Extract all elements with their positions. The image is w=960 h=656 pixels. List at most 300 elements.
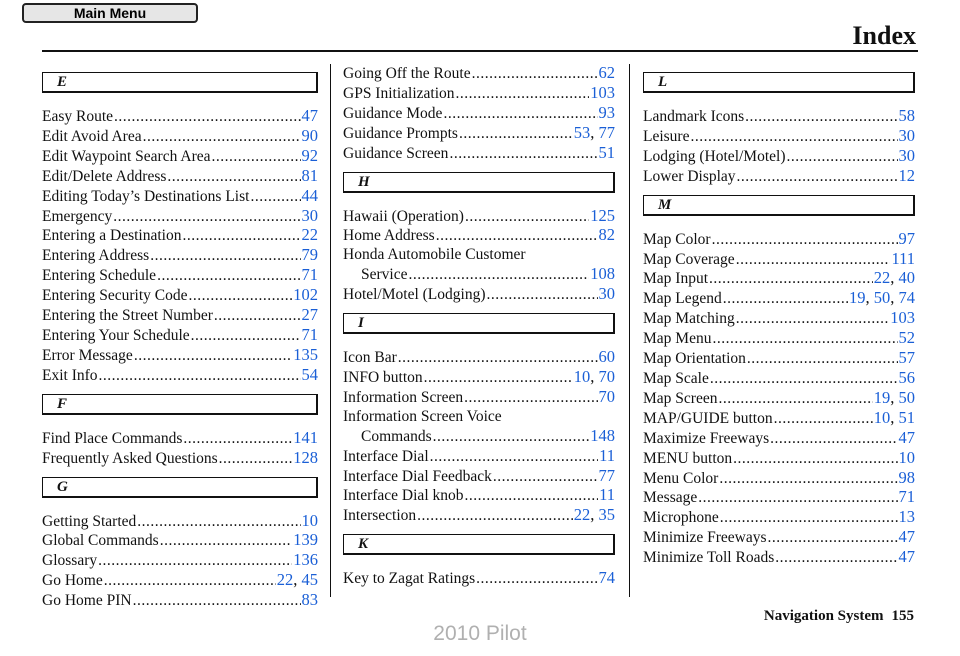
page-link[interactable]: 19 bbox=[849, 288, 866, 308]
dot-leader bbox=[747, 350, 898, 369]
entry-label: Map Screen bbox=[643, 389, 718, 407]
page-link[interactable]: 83 bbox=[301, 590, 318, 610]
dot-leader bbox=[430, 448, 598, 467]
entry-label: Getting Started bbox=[42, 512, 137, 530]
entry-pages bbox=[890, 309, 915, 328]
index-entry bbox=[643, 429, 915, 449]
entry-label: Global Commands bbox=[42, 532, 159, 550]
index-entry bbox=[42, 551, 318, 571]
page-link[interactable]: 139 bbox=[293, 530, 318, 550]
entry-label: Intersection bbox=[343, 507, 417, 525]
entry-label: Interface Dial knob bbox=[343, 487, 464, 505]
entry-pages bbox=[302, 127, 319, 146]
entry-label: Map Matching bbox=[643, 310, 735, 328]
dot-leader bbox=[160, 532, 293, 551]
dot-leader bbox=[476, 570, 597, 589]
page-link[interactable]: 136 bbox=[293, 550, 318, 570]
index-entry bbox=[343, 104, 615, 124]
entry-pages: 53, 77 bbox=[573, 122, 615, 142]
entry-pages bbox=[599, 447, 615, 466]
entry-label: Landmark Icons bbox=[643, 108, 745, 125]
entry-label: Information Screen bbox=[343, 388, 464, 406]
page-link[interactable]: 22 bbox=[873, 268, 891, 288]
index-entry bbox=[42, 167, 318, 187]
page-link[interactable]: 141 bbox=[293, 427, 318, 447]
entry-pages bbox=[899, 488, 916, 507]
page-link[interactable]: 44 bbox=[301, 185, 318, 205]
entry-pages bbox=[899, 107, 916, 126]
entry-pages bbox=[599, 486, 615, 505]
index-entry bbox=[643, 147, 915, 167]
dot-leader bbox=[737, 168, 898, 187]
entry-pages bbox=[899, 349, 916, 368]
entry-label: Frequently Asked Questions bbox=[42, 449, 218, 467]
entry-pages: 22, 35 bbox=[573, 505, 615, 525]
page-link[interactable]: 71 bbox=[898, 487, 915, 507]
page-link[interactable]: 10 bbox=[301, 510, 318, 530]
entry-label: INFO button bbox=[343, 368, 423, 386]
page-link[interactable]: 71 bbox=[301, 265, 318, 285]
dot-leader bbox=[698, 489, 897, 508]
dot-leader bbox=[214, 307, 301, 326]
index-entry bbox=[643, 389, 915, 409]
entry-label: Maximize Freeways bbox=[643, 429, 770, 447]
dot-leader bbox=[157, 267, 300, 286]
dot-leader bbox=[733, 450, 897, 469]
page-link[interactable]: 74 bbox=[898, 288, 915, 308]
page-number: 155 bbox=[891, 608, 914, 624]
entry-label: Interface Dial bbox=[343, 447, 429, 465]
page-link[interactable]: 11 bbox=[599, 445, 615, 465]
dot-leader bbox=[770, 430, 897, 449]
dot-leader bbox=[137, 513, 300, 532]
index-entry bbox=[42, 266, 318, 286]
entry-label: Guidance Screen bbox=[343, 144, 449, 162]
main-menu-button[interactable]: Main Menu bbox=[22, 3, 198, 23]
entry-label: Going Off the Route bbox=[343, 65, 471, 82]
dot-leader bbox=[143, 128, 301, 147]
index-entry bbox=[42, 286, 318, 306]
page-link[interactable]: 58 bbox=[898, 106, 915, 125]
page-link[interactable]: 51 bbox=[598, 142, 615, 162]
page-link[interactable]: 47 bbox=[898, 527, 915, 547]
page-link[interactable]: 40 bbox=[898, 268, 915, 288]
page-link[interactable]: 30 bbox=[898, 145, 915, 165]
entry-pages bbox=[891, 250, 915, 269]
entry-pages bbox=[302, 207, 319, 226]
entry-label-continued: Service bbox=[361, 266, 408, 284]
dot-leader bbox=[723, 290, 848, 309]
entry-label: Edit Avoid Area bbox=[42, 127, 142, 145]
section-letter-heading: I bbox=[343, 313, 615, 334]
index-section bbox=[42, 72, 318, 386]
page-link[interactable]: 81 bbox=[301, 165, 318, 185]
index-entry bbox=[42, 187, 318, 207]
dot-leader bbox=[464, 389, 597, 408]
entry-pages bbox=[302, 147, 319, 166]
index-entry bbox=[343, 388, 615, 408]
index-entry bbox=[42, 512, 318, 532]
entry-label: Menu Color bbox=[643, 469, 719, 487]
page-link[interactable]: 27 bbox=[301, 305, 318, 325]
entry-pages bbox=[293, 346, 318, 365]
index-entry bbox=[643, 469, 915, 489]
page-link[interactable]: 53 bbox=[573, 122, 591, 142]
dot-leader bbox=[114, 108, 300, 127]
page-link[interactable]: 82 bbox=[598, 225, 615, 245]
entry-label: Minimize Freeways bbox=[643, 529, 767, 547]
index-section bbox=[343, 172, 615, 306]
entry-label: Edit Waypoint Search Area bbox=[42, 147, 211, 165]
entry-label: Map Scale bbox=[643, 369, 709, 387]
page-link[interactable]: 128 bbox=[293, 447, 318, 467]
dot-leader bbox=[398, 349, 598, 368]
index-entry bbox=[343, 447, 615, 467]
index-entry bbox=[343, 506, 615, 526]
entry-pages bbox=[899, 369, 916, 388]
dot-leader bbox=[183, 430, 292, 449]
entry-label: Guidance Prompts bbox=[343, 124, 458, 142]
entry-pages bbox=[293, 551, 318, 570]
index-entry bbox=[42, 306, 318, 326]
entry-label: GPS Initialization bbox=[343, 84, 455, 102]
dot-leader bbox=[98, 552, 292, 571]
entry-label: Minimize Toll Roads bbox=[643, 549, 775, 567]
index-entry bbox=[643, 167, 915, 187]
entry-pages bbox=[302, 591, 319, 610]
entry-label: Honda Automobile Customer bbox=[343, 246, 526, 264]
entry-label: Interface Dial Feedback bbox=[343, 467, 492, 485]
index-entry bbox=[643, 250, 915, 270]
entry-label: Key to Zagat Ratings bbox=[343, 570, 476, 588]
entry-label: Map Color bbox=[643, 230, 711, 248]
index-entry bbox=[343, 64, 615, 84]
index-entry bbox=[343, 144, 615, 164]
entry-pages bbox=[590, 207, 615, 226]
dot-leader bbox=[745, 108, 897, 127]
entry-pages bbox=[899, 508, 916, 527]
entry-pages bbox=[293, 449, 318, 468]
page-link[interactable]: 10 bbox=[898, 447, 915, 467]
entry-pages bbox=[899, 230, 916, 249]
page-link[interactable]: 97 bbox=[898, 228, 915, 248]
page-link[interactable]: 62 bbox=[598, 63, 615, 82]
entry-pages bbox=[899, 548, 916, 567]
dot-leader bbox=[189, 287, 293, 306]
entry-pages bbox=[899, 127, 916, 146]
page-link[interactable]: 111 bbox=[891, 248, 915, 268]
page-link[interactable]: 10 bbox=[873, 407, 891, 427]
entry-label: Home Address bbox=[343, 227, 435, 245]
entry-pages bbox=[302, 246, 319, 265]
dot-leader bbox=[775, 549, 897, 568]
page-link[interactable]: 47 bbox=[301, 106, 318, 125]
index-entry bbox=[643, 548, 915, 568]
dot-leader bbox=[150, 247, 300, 266]
entry-pages bbox=[599, 285, 616, 304]
dot-leader bbox=[212, 148, 301, 167]
entry-label: Entering Your Schedule bbox=[42, 326, 190, 344]
page-link[interactable]: 52 bbox=[898, 328, 915, 348]
entry-label: Exit Info bbox=[42, 366, 98, 384]
dot-leader bbox=[710, 370, 898, 389]
watermark: 2010 Pilot bbox=[433, 622, 527, 645]
entry-label: Map Input bbox=[643, 270, 709, 288]
entry-pages bbox=[899, 167, 916, 186]
entry-pages bbox=[302, 306, 319, 325]
entry-label: MENU button bbox=[643, 449, 733, 467]
dot-leader bbox=[736, 310, 890, 329]
index-entry bbox=[643, 329, 915, 349]
dot-leader bbox=[433, 428, 590, 447]
page-link[interactable]: 51 bbox=[898, 407, 915, 427]
entry-label: Map Menu bbox=[643, 330, 712, 348]
entry-pages bbox=[302, 266, 319, 285]
entry-pages bbox=[302, 366, 319, 385]
entry-pages bbox=[590, 427, 615, 446]
entry-label: Icon Bar bbox=[343, 349, 397, 367]
index-section bbox=[42, 477, 318, 612]
index-entry bbox=[643, 289, 915, 309]
page-link[interactable]: 90 bbox=[301, 125, 318, 145]
dot-leader bbox=[417, 507, 573, 526]
entry-label: Guidance Mode bbox=[343, 104, 443, 122]
column-divider bbox=[330, 64, 331, 597]
index-entry bbox=[343, 84, 615, 104]
index-entry bbox=[42, 449, 318, 469]
dot-leader bbox=[787, 148, 898, 167]
dot-leader bbox=[104, 572, 276, 591]
page-link[interactable]: 77 bbox=[598, 465, 615, 485]
entry-pages bbox=[590, 84, 615, 103]
index-entry bbox=[343, 348, 615, 368]
dot-leader bbox=[493, 468, 598, 487]
page-link[interactable]: 22 bbox=[573, 505, 591, 525]
section-letter-heading: F bbox=[42, 394, 318, 415]
page-link[interactable]: 45 bbox=[301, 570, 318, 590]
index-entry bbox=[643, 528, 915, 548]
page-link[interactable]: 56 bbox=[898, 367, 915, 387]
entry-label: Go Home bbox=[42, 572, 103, 590]
entry-pages bbox=[599, 467, 616, 486]
entry-label: Entering Security Code bbox=[42, 287, 188, 305]
entry-pages bbox=[899, 449, 916, 468]
page-link[interactable]: 30 bbox=[598, 284, 615, 304]
entry-pages: 19, 50, 74 bbox=[849, 288, 915, 308]
entry-pages bbox=[302, 512, 319, 531]
entry-label: Map Coverage bbox=[643, 250, 735, 268]
page-link[interactable]: 54 bbox=[301, 364, 318, 384]
entry-pages bbox=[599, 569, 616, 588]
entry-label: Information Screen Voice bbox=[343, 407, 502, 425]
entry-pages bbox=[599, 226, 616, 245]
index-entry bbox=[42, 346, 318, 366]
index-entry bbox=[343, 486, 615, 506]
dot-leader bbox=[712, 330, 897, 349]
index-entry bbox=[42, 226, 318, 246]
entry-label: Entering a Destination bbox=[42, 227, 182, 245]
index-section bbox=[343, 313, 615, 526]
dot-leader bbox=[99, 367, 301, 386]
page-link[interactable]: 70 bbox=[598, 366, 615, 386]
dot-leader bbox=[167, 168, 300, 187]
page-link[interactable]: 30 bbox=[898, 125, 915, 145]
dot-leader bbox=[472, 65, 598, 84]
index-entry bbox=[643, 369, 915, 389]
dot-leader bbox=[719, 470, 897, 489]
page-link[interactable]: 70 bbox=[598, 386, 615, 406]
page-link[interactable]: 108 bbox=[590, 264, 615, 284]
section-letter-heading: G bbox=[42, 477, 318, 498]
page-link[interactable]: 60 bbox=[598, 347, 615, 367]
dot-leader bbox=[133, 592, 301, 611]
entry-pages: 10, 70 bbox=[573, 366, 615, 386]
index-section bbox=[643, 72, 915, 187]
section-letter-heading: H bbox=[343, 172, 615, 193]
entry-pages bbox=[293, 286, 318, 305]
entry-label: Error Message bbox=[42, 346, 133, 364]
dot-leader bbox=[134, 347, 292, 366]
page-link[interactable]: 10 bbox=[573, 366, 591, 386]
page-link[interactable]: 71 bbox=[301, 324, 318, 344]
page-link[interactable]: 11 bbox=[599, 485, 615, 505]
page-link[interactable]: 50 bbox=[873, 288, 891, 308]
entry-label: Emergency bbox=[42, 207, 113, 225]
entry-pages bbox=[302, 326, 319, 345]
index-entry bbox=[343, 467, 615, 487]
page-link[interactable]: 98 bbox=[898, 467, 915, 487]
dot-leader bbox=[113, 208, 300, 227]
index-entry bbox=[343, 124, 615, 144]
index-section bbox=[643, 195, 915, 568]
entry-label: Find Place Commands bbox=[42, 429, 183, 447]
entry-pages: 22, 40 bbox=[873, 268, 915, 288]
dot-leader bbox=[718, 390, 872, 409]
page-link[interactable]: 47 bbox=[898, 427, 915, 447]
dot-leader bbox=[449, 145, 597, 164]
entry-label: Go Home PIN bbox=[42, 592, 132, 610]
entry-label: Easy Route bbox=[42, 108, 114, 125]
entry-pages bbox=[899, 147, 916, 166]
page-link[interactable]: 103 bbox=[590, 82, 615, 102]
page-link[interactable]: 47 bbox=[898, 547, 915, 567]
dot-leader bbox=[408, 266, 589, 285]
entry-pages bbox=[899, 429, 916, 448]
index-entry bbox=[42, 246, 318, 266]
entry-pages bbox=[302, 167, 319, 186]
entry-pages bbox=[302, 187, 319, 206]
page-link[interactable]: 50 bbox=[898, 387, 915, 407]
index-entry bbox=[343, 569, 615, 589]
entry-label: Edit/Delete Address bbox=[42, 167, 167, 185]
dot-leader bbox=[768, 529, 898, 548]
entry-label: Hotel/Motel (Lodging) bbox=[343, 286, 486, 304]
index-section bbox=[42, 394, 318, 469]
page-link[interactable]: 19 bbox=[873, 387, 891, 407]
dot-leader bbox=[443, 105, 597, 124]
index-entry bbox=[643, 449, 915, 469]
dot-leader bbox=[774, 410, 873, 429]
page-link[interactable]: 57 bbox=[898, 348, 915, 368]
entry-label: Entering Address bbox=[42, 247, 150, 265]
entry-pages bbox=[293, 531, 318, 550]
index-entry bbox=[42, 107, 318, 127]
entry-pages bbox=[599, 348, 616, 367]
entry-label-continued: Commands bbox=[361, 427, 432, 445]
index-column-2 bbox=[343, 64, 615, 589]
entry-label: MAP/GUIDE button bbox=[643, 409, 773, 427]
section-letter-heading: L bbox=[643, 72, 915, 93]
index-entry bbox=[42, 207, 318, 227]
page-link[interactable]: 22 bbox=[301, 225, 318, 245]
page-link[interactable]: 13 bbox=[898, 507, 915, 527]
entry-label: Editing Today’s Destinations List bbox=[42, 187, 250, 205]
page-link[interactable]: 35 bbox=[598, 505, 615, 525]
column-divider bbox=[629, 64, 630, 597]
page-link[interactable]: 12 bbox=[898, 165, 915, 185]
entry-pages bbox=[899, 469, 916, 488]
entry-pages bbox=[599, 388, 616, 407]
page-link[interactable]: 22 bbox=[276, 570, 294, 590]
entry-pages bbox=[899, 528, 916, 547]
index-entry bbox=[42, 366, 318, 386]
page-link[interactable]: 93 bbox=[598, 102, 615, 122]
entry-label: Entering Schedule bbox=[42, 267, 157, 285]
index-entry bbox=[42, 571, 318, 591]
dot-leader bbox=[456, 85, 590, 104]
index-entry bbox=[42, 429, 318, 449]
dot-leader bbox=[712, 231, 898, 250]
index-entry bbox=[343, 207, 615, 227]
entry-label: Message bbox=[643, 489, 698, 507]
index-entry bbox=[343, 285, 615, 305]
index-entry bbox=[42, 591, 318, 611]
index-entry bbox=[643, 488, 915, 508]
entry-pages bbox=[599, 64, 616, 83]
page-link[interactable]: 102 bbox=[293, 285, 318, 305]
page-link[interactable]: 30 bbox=[301, 205, 318, 225]
entry-label: Map Legend bbox=[643, 290, 722, 308]
index-entry bbox=[643, 127, 915, 147]
dot-leader bbox=[459, 125, 573, 144]
page-link[interactable]: 148 bbox=[590, 425, 615, 445]
page-link[interactable]: 74 bbox=[598, 568, 615, 588]
entry-label: Lodging (Hotel/Motel) bbox=[643, 147, 786, 165]
page-link[interactable]: 92 bbox=[301, 145, 318, 165]
entry-label: Hawaii (Operation) bbox=[343, 207, 464, 225]
dot-leader bbox=[487, 286, 598, 305]
index-entry bbox=[42, 147, 318, 167]
index-entry bbox=[643, 107, 915, 127]
index-entry bbox=[643, 349, 915, 369]
entry-pages: 22, 45 bbox=[276, 570, 318, 590]
entry-pages bbox=[599, 104, 616, 123]
dot-leader bbox=[736, 251, 891, 270]
index-entry bbox=[643, 309, 915, 329]
page-link[interactable]: 79 bbox=[301, 245, 318, 265]
index-entry bbox=[343, 368, 615, 388]
index-entry bbox=[643, 508, 915, 528]
page-link[interactable]: 77 bbox=[598, 122, 615, 142]
page-link[interactable]: 125 bbox=[590, 205, 615, 225]
index-entry bbox=[643, 230, 915, 250]
page-link[interactable]: 135 bbox=[293, 344, 318, 364]
entry-pages: 10, 51 bbox=[873, 407, 915, 427]
dot-leader bbox=[690, 128, 897, 147]
entry-label: Map Orientation bbox=[643, 350, 746, 368]
entry-label: Lower Display bbox=[643, 167, 736, 185]
page-link[interactable]: 103 bbox=[890, 308, 915, 328]
